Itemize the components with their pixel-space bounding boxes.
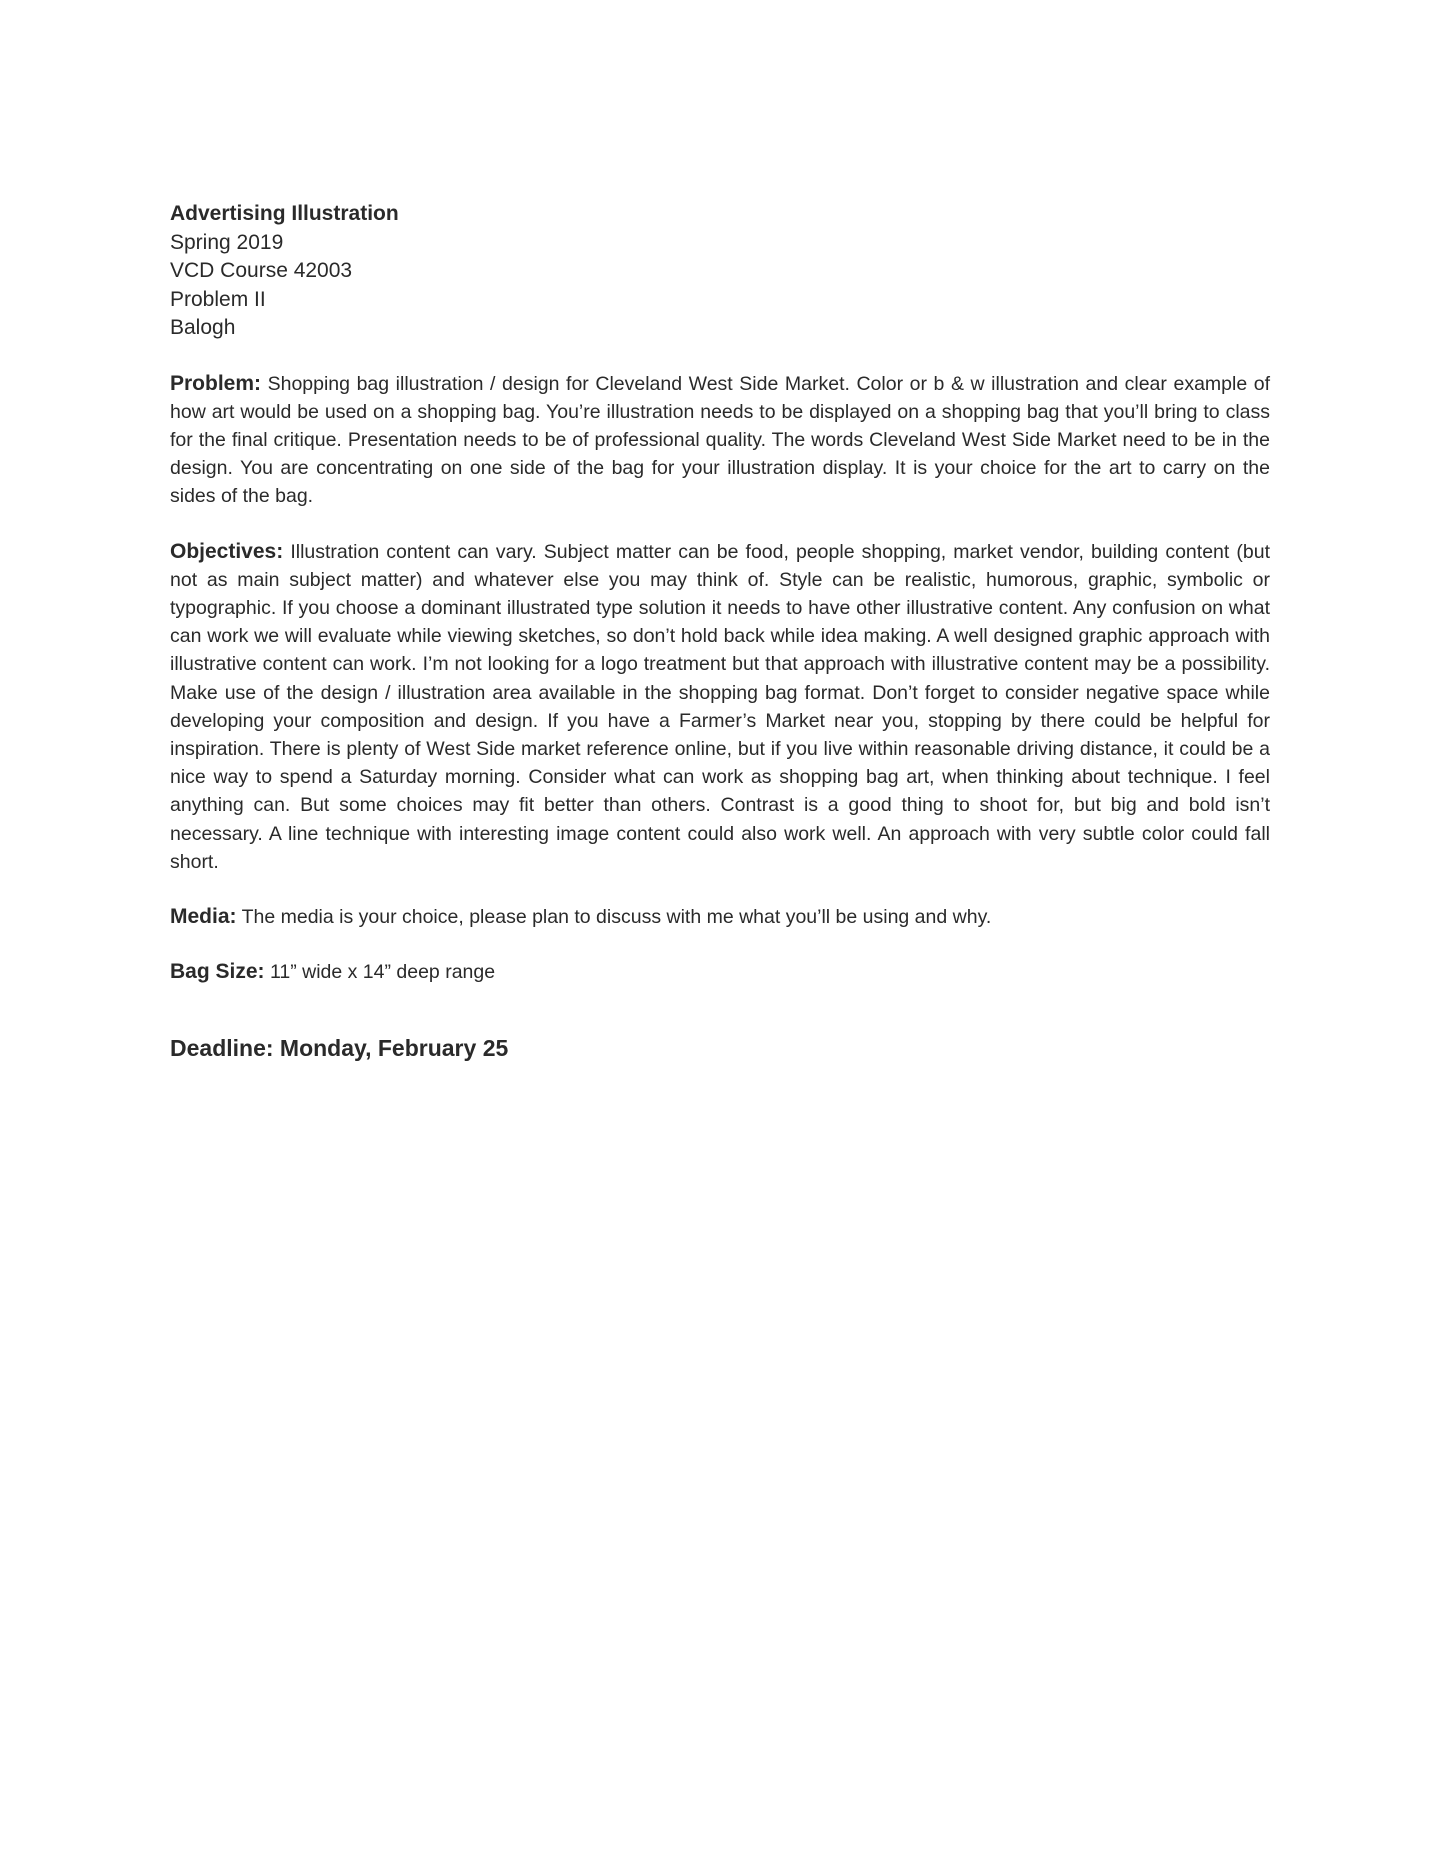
objectives-label: Objectives: [170,539,284,563]
bag-size-label: Bag Size: [170,960,265,984]
course-term: Spring 2019 [170,230,284,254]
document-content [170,200,1270,1062]
media-section [170,903,1270,931]
course-header [170,200,1270,343]
deadline: Deadline: Monday, February 25 [170,1035,509,1062]
course-number: VCD Course 42003 [170,259,353,282]
media-text: The media is your choice, please plan to discuss with me what you’ll be using and why. [241,905,992,928]
media-label: Media: [170,904,237,928]
bag-size-text: 11” wide x 14” deep range [269,961,496,984]
instructor-name: Balogh [170,316,236,339]
objectives-section [170,538,1270,876]
problem-number: Problem II [170,287,266,311]
objectives-text: Illustration content can vary. Subject matter can be food, people shopping, market vendor, building content (but not as main subject matter) and whatever else you may think of. Style can be realistic, humorous, graphic, symbolic or typographic. If you choose a dominant illustrated type solution it needs to have other illustrative content. Any confusion on what can work we will evaluate while viewing sketches, so don’t hold back while idea making. A well designed graphic approach with illustrative content can work. I’m not looking for a logo treatment but that approach with illustrative content may be a possibility. Make use of the design / illustration area available in the shopping bag format. Don’t forget to consider negative space while developing your composition and design. If you have a Farmer’s Market near you, stopping by there could be helpful for inspiration. There is plenty of West Side market reference online, but if you live within reasonable driving distance, it could be a nice way to spend a Saturday morning. Consider what can work as shopping bag art, when thinking about technique. I feel anything can. But some choices may fit better than others. Contrast is a good thing to shoot for, but big and bold isn’t necessary. A line technique with interesting image content could also work well. An approach with very subtle color could fall short. [170,540,1270,873]
problem-text: Shopping bag illustration / design for Cleveland West Side Market. Color or b & w illustration and clear example of how art would be used on a shopping bag. You’re illustration needs to be displayed on a shopping bag that you’ll bring to class for the final critique. Presentation needs to be of professional quality. The words Cleveland West Side Market need to be in the design. You are concentrating on one side of the bag for your illustration display. It is your choice for the art to carry on the sides of the bag. [170,372,1271,508]
bag-size-section [170,958,1270,986]
problem-label: Problem: [170,371,262,395]
problem-section [170,370,1270,511]
course-title: Advertising Illustration [170,202,399,225]
